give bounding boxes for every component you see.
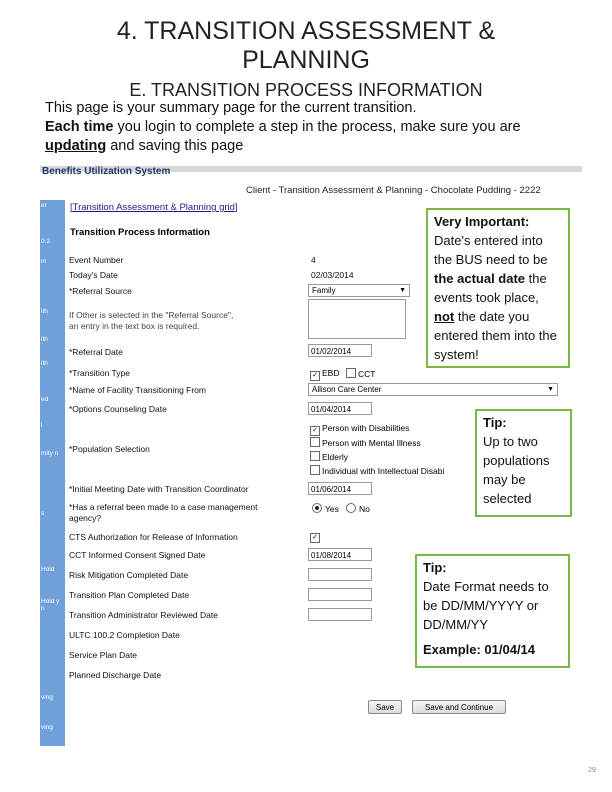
admin-review-input[interactable] <box>308 608 372 621</box>
actual-date-emphasis: the actual date <box>434 271 526 286</box>
important-text-1: Date's entered into the BUS need to be <box>434 233 548 267</box>
ultc-label: ULTC 100.2 Completion Date <box>69 630 180 640</box>
facility-value: Allison Care Center <box>312 385 382 394</box>
population-tip-callout <box>475 409 572 517</box>
important-callout <box>426 208 570 368</box>
transition-plan-label: Transition Plan Completed Date <box>69 590 190 600</box>
ebd-label: EBD <box>322 368 340 378</box>
population-option-label: Individual with Intellectual Disabi <box>322 466 445 476</box>
population-option[interactable] <box>310 423 409 436</box>
nav-item[interactable]: ed <box>41 396 49 403</box>
nav-item[interactable]: mity n <box>41 450 59 457</box>
page-number: 29 <box>588 767 596 774</box>
cts-checkbox[interactable] <box>310 530 322 543</box>
cct-consent-input[interactable]: 01/08/2014 <box>308 548 372 561</box>
todays-date-label: Today's Date <box>69 270 118 280</box>
nav-item[interactable]: Hold y n <box>41 598 60 612</box>
nav-item[interactable]: ving <box>41 694 53 701</box>
intro-line-3 <box>45 137 605 156</box>
referral-source-value: Family <box>312 286 336 295</box>
transition-type-ebd[interactable] <box>310 368 339 381</box>
chevron-down-icon: ▼ <box>547 386 554 393</box>
referral-source-label: *Referral Source <box>69 286 132 296</box>
grid-link-wrapper: [Transition Assessment & Planning grid] <box>70 202 238 213</box>
transition-grid-link[interactable]: Transition Assessment & Planning grid <box>72 202 235 213</box>
checkbox-icon <box>310 451 320 461</box>
planned-discharge-label: Planned Discharge Date <box>69 670 162 680</box>
event-number-label: Event Number <box>69 255 124 265</box>
risk-mitigation-input[interactable] <box>308 568 372 581</box>
nav-item[interactable]: 0.2 <box>41 238 51 245</box>
save-and-continue-button[interactable]: Save and Continue <box>412 700 506 714</box>
transition-type-label: *Transition Type <box>69 368 130 378</box>
population-option-label: Person with Disabilities <box>322 423 410 433</box>
population-option[interactable] <box>310 465 444 476</box>
client-breadcrumb: Client - Transition Assessment & Planning - Chocolate Pudding - 2222 <box>246 185 541 196</box>
checkbox-checked-icon: ✓ <box>310 371 320 381</box>
referral-date-input[interactable]: 01/02/2014 <box>308 344 372 357</box>
not-emphasis: not <box>434 309 455 324</box>
nav-item[interactable]: ith <box>41 360 48 367</box>
referral-other-textarea[interactable] <box>308 299 406 339</box>
referral-date-label: *Referral Date <box>69 347 123 357</box>
nav-item[interactable]: s <box>41 510 45 517</box>
tip-2-title: Tip: <box>423 560 447 575</box>
cct-label: CCT <box>358 369 376 379</box>
radio-icon <box>346 503 356 513</box>
updating-emphasis: updating <box>45 138 107 154</box>
initial-meeting-label: *Initial Meeting Date with Transition Coordinator <box>69 484 249 494</box>
population-option[interactable] <box>310 451 348 462</box>
transition-plan-input[interactable] <box>308 588 372 601</box>
title-line-2: PLANNING <box>242 46 370 74</box>
intro-line-2-rest: you login to complete a step in the process, make sure you are <box>113 119 521 135</box>
case-mgmt-label-2: agency? <box>69 513 102 523</box>
checkbox-checked-icon: ✓ <box>310 533 320 543</box>
checkbox-icon <box>310 465 320 475</box>
if-other-line-1: If Other is selected in the "Referral Source", <box>69 310 234 320</box>
nav-item[interactable]: ith <box>41 336 48 343</box>
intro-line-2 <box>45 118 605 137</box>
options-date-input[interactable]: 01/04/2014 <box>308 402 372 415</box>
todays-date-value: 02/03/2014 <box>311 270 354 280</box>
nav-item[interactable]: Hold <box>41 566 55 573</box>
title-line-1: 4. TRANSITION ASSESSMENT & <box>116 17 496 45</box>
cct-consent-label: CCT Informed Consent Signed Date <box>69 550 206 560</box>
radio-selected-icon <box>312 503 322 513</box>
tip-2-text: Date Format needs to be DD/MM/YYYY or DD/MM/YY <box>423 579 549 632</box>
checkbox-icon <box>346 368 356 378</box>
cts-label: CTS Authorization for Release of Information <box>69 532 238 542</box>
event-number-value: 4 <box>311 255 316 265</box>
if-other-line-2: an entry in the text box is required. <box>69 321 200 331</box>
nav-item[interactable]: ith <box>41 308 48 315</box>
nav-item[interactable]: l <box>41 422 43 429</box>
checkbox-checked-icon: ✓ <box>310 426 320 436</box>
population-option[interactable] <box>310 437 421 448</box>
nav-item[interactable]: ving <box>41 724 53 731</box>
population-label: *Population Selection <box>69 444 150 454</box>
service-plan-label: Service Plan Date <box>69 650 138 660</box>
referral-source-select[interactable] <box>308 284 410 297</box>
section-title: Transition Process Information <box>70 227 210 238</box>
no-label: No <box>359 504 370 514</box>
tip-1-title: Tip: <box>483 415 507 430</box>
case-mgmt-yes-radio[interactable] <box>312 503 339 514</box>
each-time-emphasis: Each time <box>45 119 114 135</box>
yes-label: Yes <box>325 504 339 514</box>
left-nav <box>40 200 65 746</box>
nav-item[interactable]: er <box>41 202 47 209</box>
transition-type-cct[interactable] <box>346 368 375 379</box>
page-subtitle: E. TRANSITION PROCESS INFORMATION <box>129 80 483 100</box>
date-format-tip-callout <box>415 554 570 668</box>
options-date-label: *Options Counseling Date <box>69 404 167 414</box>
facility-select[interactable] <box>308 383 558 396</box>
save-button[interactable]: Save <box>368 700 402 714</box>
intro-text <box>45 99 605 156</box>
intro-line-1: This page is your summary page for the current transition. <box>45 100 417 116</box>
tip-1-text: Up to two populations may be selected <box>483 434 550 506</box>
tip-2-example: Example: 01/04/14 <box>423 642 536 657</box>
important-text-2: the events took place, <box>434 271 547 305</box>
chevron-down-icon: ▼ <box>399 287 406 294</box>
checkbox-icon <box>310 437 320 447</box>
risk-mitigation-label: Risk Mitigation Completed Date <box>69 570 189 580</box>
initial-meeting-input[interactable]: 01/06/2014 <box>308 482 372 495</box>
facility-label: *Name of Facility Transitioning From <box>69 385 206 395</box>
nav-item[interactable]: m <box>41 258 47 265</box>
case-mgmt-label-1: *Has a referral been made to a case management <box>69 502 258 512</box>
population-option-label: Person with Mental Illness <box>322 438 421 448</box>
system-name: Benefits Utilization System <box>42 166 171 177</box>
population-option-label: Elderly <box>322 452 348 462</box>
important-text-3: the date you entered them into the system! <box>434 309 557 362</box>
intro-line-3-rest: and saving this page <box>106 138 244 154</box>
case-mgmt-no-radio[interactable] <box>346 503 370 514</box>
admin-review-label: Transition Administrator Reviewed Date <box>69 610 218 620</box>
important-title: Very Important: <box>434 214 530 229</box>
